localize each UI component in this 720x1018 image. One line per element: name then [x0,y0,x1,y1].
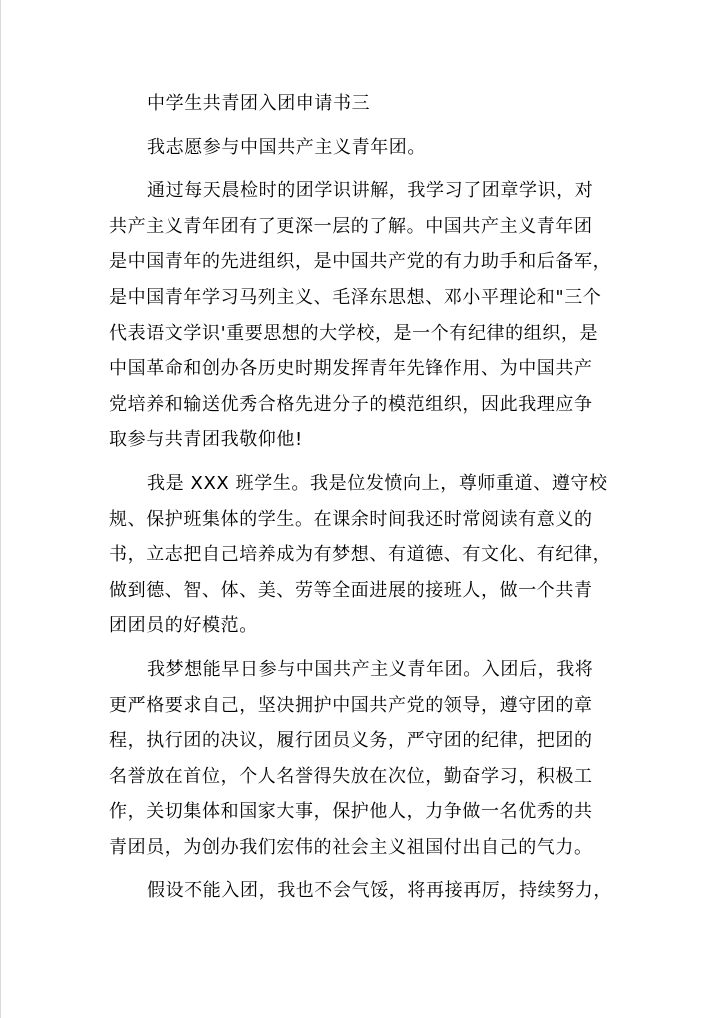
paragraph-line: 规、保护班集体的学生。在课余时间我还时常阅读有意义的 [109,508,593,530]
paragraph-line: 我志愿参与中国共产主义青年团。 [147,136,426,158]
paragraph-line: 我梦想能早日参与中国共产主义青年团。入团后，我将 [147,658,594,680]
paragraph-line: 更严格要求自己，坚决拥护中国共产党的领导，遵守团的章 [109,694,593,716]
paragraph-line: 通过每天晨检时的团学识讲解，我学习了团章学识，对 [147,180,594,202]
spacer [109,644,617,652]
spacer [109,122,617,130]
paragraph-line: 共产主义青年团有了更深一层的了解。中国共产主义青年团 [109,215,593,237]
paragraph-self-intro [109,466,617,644]
paragraph-line: 做到德、智、体、美、劳等全面进展的接班人，做一个共青 [109,579,593,601]
paragraph-line: 书，立志把自己培养成为有梦想、有道德、有文化、有纪律， [109,544,612,566]
paragraph-line: 程，执行团的决议，履行团员义务，严守团的纪律，把团的 [109,730,593,752]
document-page [109,86,617,909]
paragraph-line: 我是 XXX 班学生。我是位发愤向上，尊师重道、遵守校 [147,472,608,494]
paragraph-line: 青团员，为创办我们宏伟的社会主义祖国付出自己的气力。 [109,836,593,858]
paragraph-line: 党培养和输送优秀合格先进分子的模范组织，因此我理应争 [109,393,593,415]
paragraph-line: 代表语文学识'重要思想的大学校，是一个有纪律的组织，是 [109,322,599,344]
paragraph-line: 中国革命和创办各历史时期发挥青年先锋作用、为中国共产 [109,358,593,380]
paragraph-understanding [109,173,617,458]
document-title: 中学生共青团入团申请书三 [147,93,371,114]
paragraph-line: 团团员的好模范。 [109,615,258,637]
paragraph-line: 取参与共青团我敬仰他! [109,429,303,451]
spacer [109,458,617,466]
paragraph-resolve [109,873,617,909]
paragraph-line: 是中国青年的先进组织，是中国共产党的有力助手和后备军， [109,251,612,273]
paragraph-line: 名誉放在首位，个人名誉得失放在次位，勤奋学习，积极工 [109,765,593,787]
paragraph-commitment [109,652,617,866]
paragraph-intro [109,130,617,166]
paragraph-line: 是中国青年学习马列主义、毛泽东思想、邓小平理论和"三个 [109,286,602,308]
paragraph-line: 作，关切集体和国家大事，保护他人，力争做一名优秀的共 [109,801,593,823]
spacer [109,865,617,873]
paragraph-line: 假设不能入团，我也不会气馁，将再接再厉，持续努力， [147,880,612,902]
spacer [109,165,617,173]
